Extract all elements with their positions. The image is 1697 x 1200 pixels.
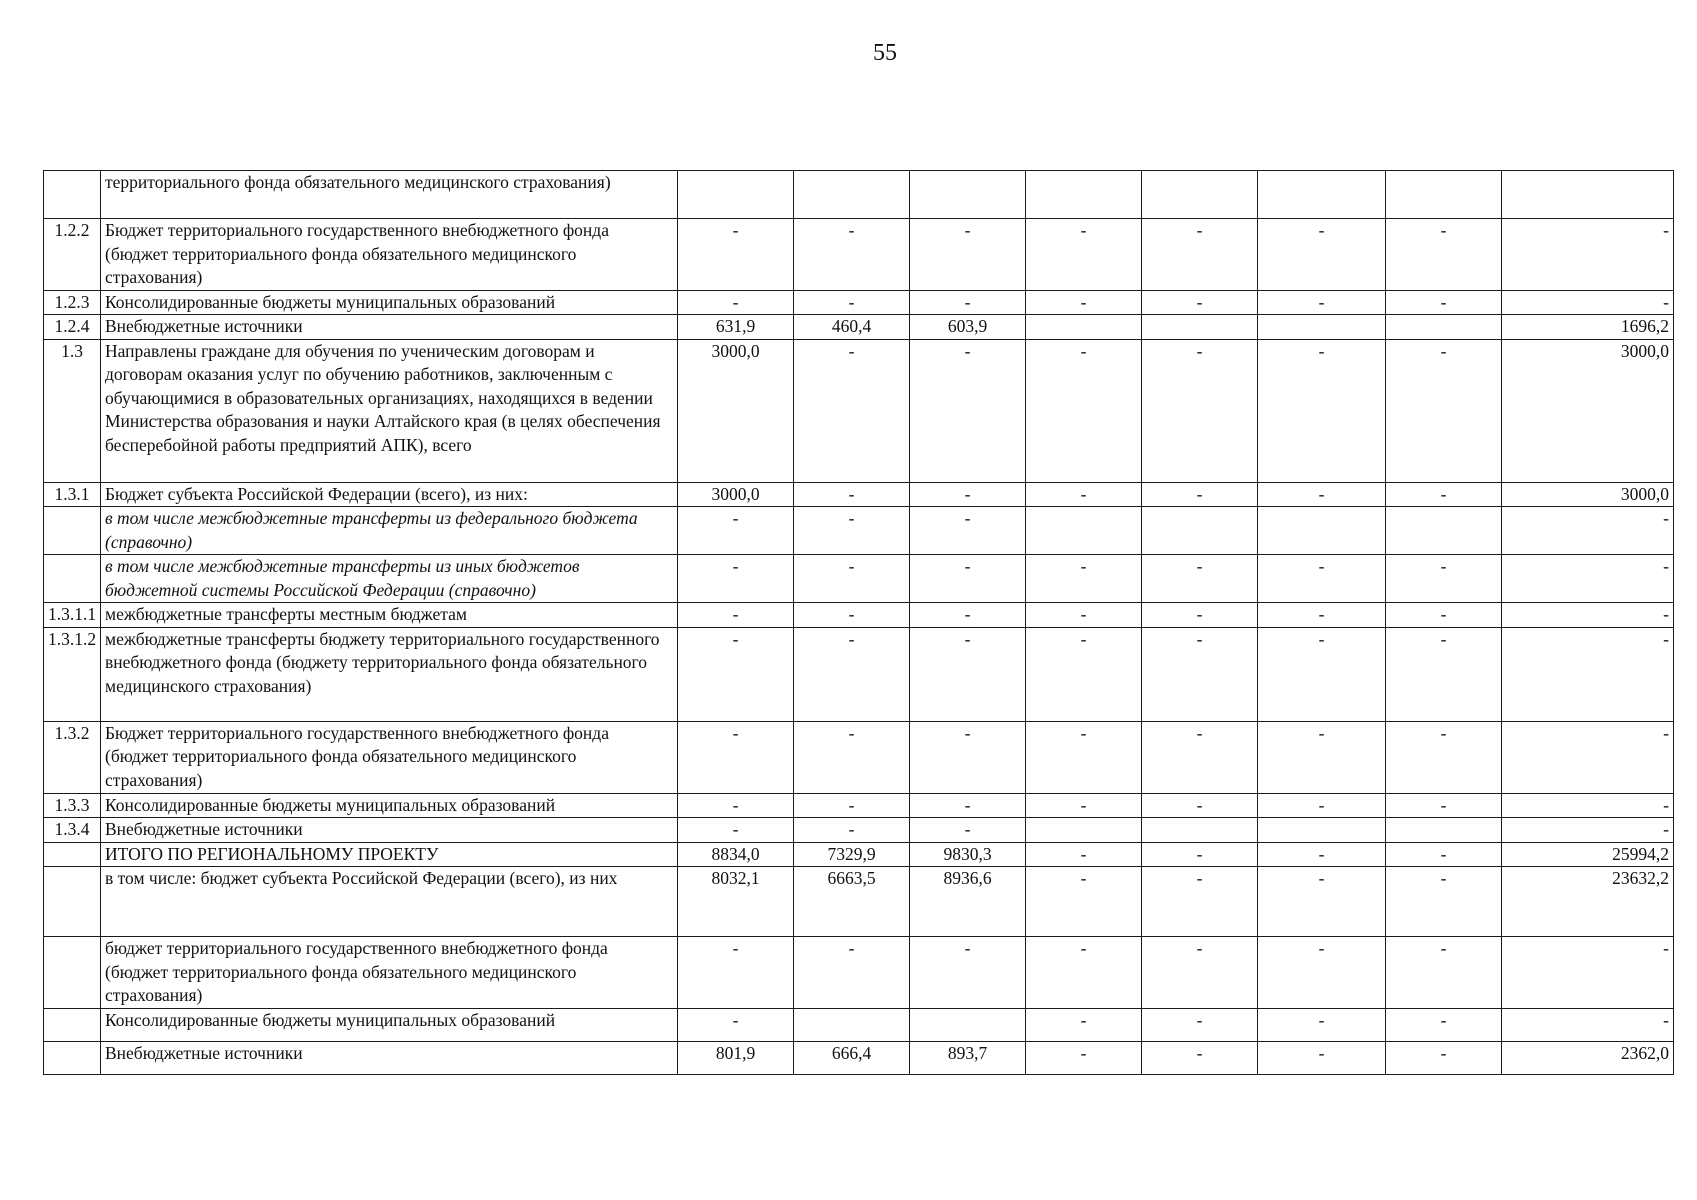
table-body: [44, 171, 1674, 1075]
row-code: [44, 1041, 101, 1074]
row-value-cell: -: [678, 818, 794, 843]
row-value-cell: -: [794, 219, 910, 291]
table-row: [44, 1008, 1674, 1041]
row-total-cell: -: [1502, 627, 1674, 721]
row-value-cell: [910, 171, 1026, 219]
row-value-cell: -: [1386, 482, 1502, 507]
row-value-cell: [910, 1008, 1026, 1041]
row-code: [44, 937, 101, 1009]
row-total-cell: -: [1502, 793, 1674, 818]
row-value-cell: -: [1026, 793, 1142, 818]
row-value-cell: -: [910, 793, 1026, 818]
row-value-cell: 3000,0: [678, 482, 794, 507]
row-name: Консолидированные бюджеты муниципальных образований: [101, 793, 678, 818]
row-total-cell: -: [1502, 507, 1674, 555]
row-value-cell: -: [1258, 555, 1386, 603]
row-value-cell: -: [1026, 482, 1142, 507]
row-value-cell: [1258, 507, 1386, 555]
row-value-cell: -: [910, 721, 1026, 793]
row-value-cell: 3000,0: [678, 339, 794, 482]
row-value-cell: -: [1386, 603, 1502, 628]
row-value-cell: -: [794, 603, 910, 628]
row-value-cell: -: [1258, 219, 1386, 291]
row-value-cell: -: [1386, 842, 1502, 867]
row-code: [44, 171, 101, 219]
row-total-cell: -: [1502, 290, 1674, 315]
row-value-cell: 7329,9: [794, 842, 910, 867]
row-value-cell: -: [1026, 842, 1142, 867]
row-value-cell: -: [1142, 627, 1258, 721]
row-value-cell: -: [1258, 721, 1386, 793]
row-value-cell: [794, 171, 910, 219]
row-value-cell: -: [794, 627, 910, 721]
row-value-cell: -: [678, 603, 794, 628]
row-name: Внебюджетные источники: [101, 315, 678, 340]
table-row: [44, 482, 1674, 507]
row-value-cell: -: [910, 507, 1026, 555]
row-value-cell: -: [1142, 793, 1258, 818]
table-row: [44, 555, 1674, 603]
row-code: [44, 507, 101, 555]
row-value-cell: -: [794, 555, 910, 603]
row-name: Направлены граждане для обучения по ученическим договорам и договорам оказания услуг по обучению работников, заключенным с обучающимися в образовательных организациях, находящихся в ведении Министерства образования и науки Алтайского края (в целях обеспечения бесперебойной работы предприятий АПК), всего: [101, 339, 678, 482]
row-value-cell: -: [1142, 290, 1258, 315]
table-row: [44, 290, 1674, 315]
row-value-cell: [1386, 818, 1502, 843]
row-value-cell: -: [1258, 793, 1386, 818]
row-name: Внебюджетные источники: [101, 818, 678, 843]
row-value-cell: 893,7: [910, 1041, 1026, 1074]
row-value-cell: 603,9: [910, 315, 1026, 340]
row-value-cell: -: [1026, 1041, 1142, 1074]
row-value-cell: 801,9: [678, 1041, 794, 1074]
row-value-cell: -: [678, 793, 794, 818]
row-value-cell: -: [1386, 1041, 1502, 1074]
row-value-cell: -: [1142, 1041, 1258, 1074]
row-name: межбюджетные трансферты местным бюджетам: [101, 603, 678, 628]
table-row: [44, 219, 1674, 291]
row-value-cell: -: [1026, 555, 1142, 603]
table-row: [44, 842, 1674, 867]
row-value-cell: -: [1258, 627, 1386, 721]
row-total-cell: -: [1502, 1008, 1674, 1041]
row-value-cell: 631,9: [678, 315, 794, 340]
row-value-cell: -: [1386, 290, 1502, 315]
row-value-cell: -: [1142, 721, 1258, 793]
table-row: [44, 627, 1674, 721]
row-value-cell: [1386, 315, 1502, 340]
row-code: 1.3.1: [44, 482, 101, 507]
table-row: [44, 171, 1674, 219]
row-name: территориального фонда обязательного медицинского страхования): [101, 171, 678, 219]
row-value-cell: -: [1386, 721, 1502, 793]
row-total-cell: -: [1502, 603, 1674, 628]
row-total-cell: 25994,2: [1502, 842, 1674, 867]
row-value-cell: -: [1142, 555, 1258, 603]
row-total-cell: [1502, 171, 1674, 219]
row-value-cell: -: [678, 1008, 794, 1041]
row-code: 1.3.1.2: [44, 627, 101, 721]
row-value-cell: -: [794, 721, 910, 793]
row-total-cell: -: [1502, 219, 1674, 291]
row-value-cell: -: [794, 937, 910, 1009]
row-value-cell: -: [794, 339, 910, 482]
row-total-cell: 3000,0: [1502, 482, 1674, 507]
row-value-cell: -: [678, 721, 794, 793]
row-value-cell: -: [678, 507, 794, 555]
page-number: 55: [873, 40, 897, 66]
table-row: [44, 867, 1674, 937]
table-row: [44, 721, 1674, 793]
row-name: Бюджет территориального государственного внебюджетного фонда (бюджет территориального фонда обязательного медицинского страхования): [101, 219, 678, 291]
row-value-cell: -: [794, 793, 910, 818]
row-value-cell: -: [1386, 627, 1502, 721]
row-value-cell: -: [910, 603, 1026, 628]
row-value-cell: -: [910, 937, 1026, 1009]
row-value-cell: -: [794, 290, 910, 315]
row-total-cell: -: [1502, 555, 1674, 603]
row-value-cell: -: [1026, 603, 1142, 628]
table-row: [44, 937, 1674, 1009]
row-value-cell: -: [1386, 793, 1502, 818]
row-code: 1.3.1.1: [44, 603, 101, 628]
row-value-cell: [1142, 507, 1258, 555]
table-row: [44, 339, 1674, 482]
budget-table: [43, 170, 1674, 1075]
row-name: межбюджетные трансферты бюджету территориального государственного внебюджетного фонда (бюджету территориального фонда обязательного медицинского страхования): [101, 627, 678, 721]
row-code: 1.2.2: [44, 219, 101, 291]
row-value-cell: -: [910, 482, 1026, 507]
row-value-cell: -: [1142, 482, 1258, 507]
row-value-cell: -: [1258, 1008, 1386, 1041]
row-code: 1.3.4: [44, 818, 101, 843]
row-code: 1.2.3: [44, 290, 101, 315]
row-value-cell: -: [1386, 555, 1502, 603]
row-value-cell: -: [794, 482, 910, 507]
table-row: [44, 1041, 1674, 1074]
table-row: [44, 603, 1674, 628]
row-code: [44, 842, 101, 867]
row-value-cell: -: [1142, 842, 1258, 867]
row-value-cell: -: [1258, 482, 1386, 507]
row-value-cell: 9830,3: [910, 842, 1026, 867]
row-name: Бюджет субъекта Российской Федерации (всего), из них:: [101, 482, 678, 507]
row-value-cell: -: [1142, 1008, 1258, 1041]
row-value-cell: -: [678, 627, 794, 721]
row-value-cell: [1142, 171, 1258, 219]
row-value-cell: [1026, 171, 1142, 219]
row-value-cell: -: [1026, 1008, 1142, 1041]
row-total-cell: 2362,0: [1502, 1041, 1674, 1074]
table-row: [44, 793, 1674, 818]
table-row: [44, 818, 1674, 843]
row-value-cell: -: [1386, 219, 1502, 291]
row-name: Внебюджетные источники: [101, 1041, 678, 1074]
row-value-cell: [794, 1008, 910, 1041]
row-value-cell: -: [1258, 1041, 1386, 1074]
row-total-cell: -: [1502, 721, 1674, 793]
row-value-cell: -: [1386, 867, 1502, 937]
row-value-cell: -: [1142, 867, 1258, 937]
row-value-cell: [1386, 507, 1502, 555]
row-value-cell: -: [1258, 603, 1386, 628]
row-value-cell: -: [1142, 937, 1258, 1009]
table-row: [44, 507, 1674, 555]
row-value-cell: -: [794, 507, 910, 555]
row-value-cell: -: [1258, 867, 1386, 937]
row-value-cell: 460,4: [794, 315, 910, 340]
row-name: в том числе: бюджет субъекта Российской Федерации (всего), из них: [101, 867, 678, 937]
row-value-cell: -: [1026, 867, 1142, 937]
row-code: 1.3.3: [44, 793, 101, 818]
row-value-cell: 8032,1: [678, 867, 794, 937]
row-value-cell: -: [910, 818, 1026, 843]
row-value-cell: [1026, 818, 1142, 843]
row-value-cell: -: [1026, 290, 1142, 315]
row-value-cell: [1258, 818, 1386, 843]
row-value-cell: 6663,5: [794, 867, 910, 937]
row-value-cell: -: [1026, 937, 1142, 1009]
row-code: 1.2.4: [44, 315, 101, 340]
row-code: 1.3: [44, 339, 101, 482]
row-value-cell: -: [1386, 339, 1502, 482]
row-total-cell: 23632,2: [1502, 867, 1674, 937]
row-value-cell: [1026, 507, 1142, 555]
row-value-cell: [1142, 818, 1258, 843]
row-value-cell: [1386, 171, 1502, 219]
row-name: Бюджет территориального государственного внебюджетного фонда (бюджет территориального фонда обязательного медицинского страхования): [101, 721, 678, 793]
row-value-cell: -: [1258, 290, 1386, 315]
row-value-cell: [1258, 171, 1386, 219]
row-value-cell: -: [1142, 219, 1258, 291]
row-value-cell: -: [1258, 937, 1386, 1009]
row-value-cell: -: [1142, 603, 1258, 628]
row-value-cell: -: [910, 627, 1026, 721]
row-value-cell: -: [1142, 339, 1258, 482]
row-value-cell: -: [1026, 721, 1142, 793]
row-name: ИТОГО ПО РЕГИОНАЛЬНОМУ ПРОЕКТУ: [101, 842, 678, 867]
row-value-cell: -: [1258, 339, 1386, 482]
row-code: 1.3.2: [44, 721, 101, 793]
row-value-cell: -: [910, 290, 1026, 315]
row-code: [44, 555, 101, 603]
row-value-cell: -: [1026, 219, 1142, 291]
row-value-cell: -: [910, 339, 1026, 482]
row-total-cell: -: [1502, 937, 1674, 1009]
row-value-cell: 666,4: [794, 1041, 910, 1074]
row-value-cell: -: [1258, 842, 1386, 867]
row-name: Консолидированные бюджеты муниципальных образований: [101, 1008, 678, 1041]
row-value-cell: -: [910, 555, 1026, 603]
row-value-cell: -: [1026, 339, 1142, 482]
row-value-cell: [678, 171, 794, 219]
row-name: бюджет территориального государственного внебюджетного фонда (бюджет территориального фонда обязательного медицинского страхования): [101, 937, 678, 1009]
row-total-cell: -: [1502, 818, 1674, 843]
row-value-cell: -: [1386, 1008, 1502, 1041]
row-value-cell: -: [678, 937, 794, 1009]
row-value-cell: -: [794, 818, 910, 843]
row-value-cell: [1258, 315, 1386, 340]
row-name: Консолидированные бюджеты муниципальных образований: [101, 290, 678, 315]
row-value-cell: -: [1026, 627, 1142, 721]
row-name: в том числе межбюджетные трансферты из федерального бюджета (справочно): [101, 507, 678, 555]
row-code: [44, 1008, 101, 1041]
row-code: [44, 867, 101, 937]
row-value-cell: 8834,0: [678, 842, 794, 867]
row-total-cell: 1696,2: [1502, 315, 1674, 340]
row-value-cell: 8936,6: [910, 867, 1026, 937]
table-row: [44, 315, 1674, 340]
row-value-cell: -: [678, 555, 794, 603]
row-value-cell: -: [1386, 937, 1502, 1009]
row-value-cell: -: [678, 290, 794, 315]
row-value-cell: [1026, 315, 1142, 340]
row-value-cell: [1142, 315, 1258, 340]
row-name: в том числе межбюджетные трансферты из иных бюджетов бюджетной системы Российской Федерации (справочно): [101, 555, 678, 603]
row-value-cell: -: [678, 219, 794, 291]
row-total-cell: 3000,0: [1502, 339, 1674, 482]
row-value-cell: -: [910, 219, 1026, 291]
